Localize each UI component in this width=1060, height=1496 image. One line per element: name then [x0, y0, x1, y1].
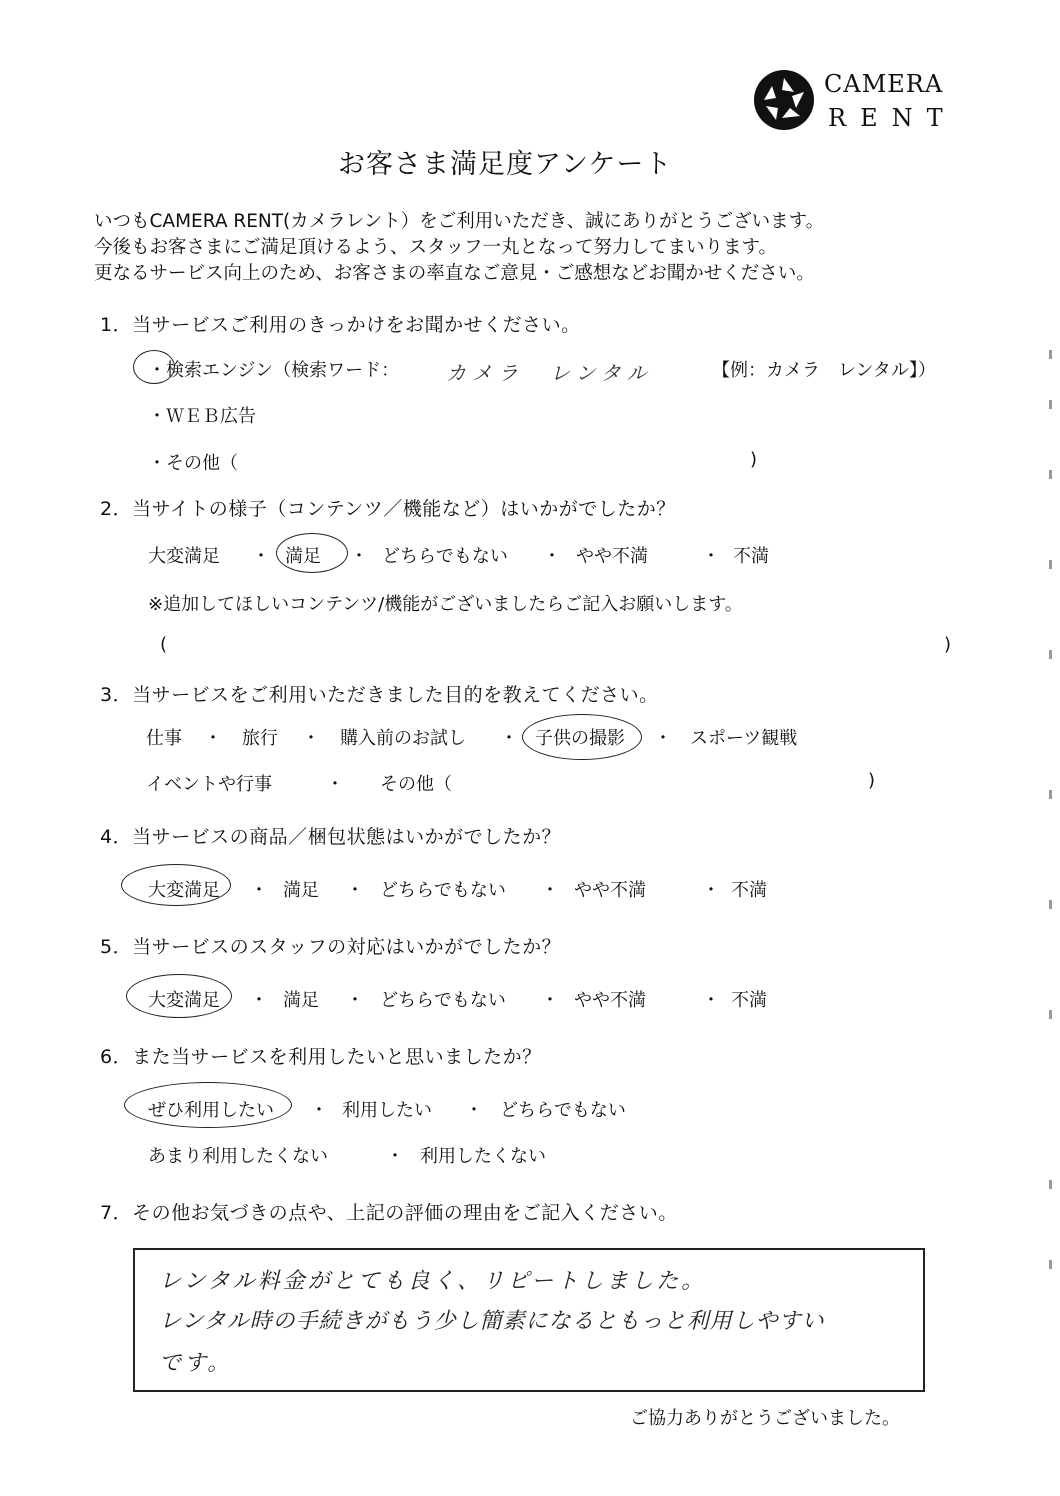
question-4: 4．当サービスの商品／梱包状態はいかがでしたか？	[100, 826, 562, 848]
q5-option[interactable]: 大変満足	[148, 990, 220, 1011]
q4-option[interactable]: 不満	[731, 880, 767, 901]
scan-edge-mark	[1049, 1010, 1052, 1019]
q5-sep: ・	[702, 990, 720, 1011]
scan-edge-mark	[1049, 560, 1052, 569]
logo-line-camera: CAMERA	[824, 70, 944, 98]
question-5: 5．当サービスのスタッフの対応はいかがでしたか？	[100, 936, 562, 958]
q6-option[interactable]: あまり利用したくない	[148, 1146, 328, 1167]
q5-option[interactable]: どちらでもない	[380, 990, 506, 1011]
q2-sep: ・	[702, 546, 720, 567]
q1-example: 【例：カメラ レンタル】）	[712, 360, 936, 381]
logo-line-rent: RENT	[828, 104, 957, 132]
q3-sep: ・	[302, 728, 320, 749]
q4-sep: ・	[541, 880, 559, 901]
comment-line-3: です。	[159, 1351, 233, 1376]
q3-option[interactable]: 旅行	[242, 728, 278, 749]
q5-sep: ・	[541, 990, 559, 1011]
q2-option[interactable]: 満足	[285, 546, 321, 567]
q1-option-search-engine[interactable]: ・検索エンジン（検索ワード：	[148, 360, 400, 381]
q4-option[interactable]: どちらでもない	[380, 880, 506, 901]
q6-sep: ・	[465, 1100, 483, 1121]
q5-option[interactable]: 不満	[731, 990, 767, 1011]
q2-option[interactable]: やや不満	[576, 546, 648, 567]
q3-option[interactable]: 子供の撮影	[535, 728, 625, 749]
q3-option[interactable]: イベントや行事	[146, 774, 272, 795]
scan-edge-mark	[1049, 900, 1052, 909]
q6-option[interactable]: 利用したくない	[420, 1146, 546, 1167]
q3-option[interactable]: その他（	[380, 774, 452, 795]
q6-option[interactable]: ぜひ利用したい	[148, 1100, 274, 1121]
comment-line-1: レンタル料金がとても良く、リピートしました。	[159, 1269, 707, 1294]
question-7: 7．その他お気づきの点や、上記の評価の理由をご記入ください。	[100, 1202, 678, 1224]
q6-option[interactable]: どちらでもない	[500, 1100, 626, 1121]
page-title: お客さま満足度アンケート	[338, 149, 673, 180]
intro-line-1: いつもCAMERA RENT(カメラレント）をご利用いただき、誠にありがとうございます。	[94, 211, 825, 232]
q3-sep: ・	[204, 728, 222, 749]
q3-sep: ・	[654, 728, 672, 749]
q2-sep: ・	[252, 546, 270, 567]
q2-note: ※追加してほしいコンテンツ/機能がございましたらご記入お願いします。	[148, 594, 743, 615]
q2-option[interactable]: 不満	[733, 546, 769, 567]
scan-edge-mark	[1049, 400, 1052, 409]
q2-note-open-paren: (	[160, 634, 168, 655]
question-1: 1．当サービスご利用のきっかけをお聞かせください。	[100, 314, 581, 336]
scan-edge-mark	[1049, 350, 1052, 359]
q4-option[interactable]: やや不満	[574, 880, 646, 901]
intro-line-2: 今後もお客さまにご満足頂けるよう、スタッフ一丸となって努力してまいります。	[94, 237, 778, 258]
camera-shutter-icon	[752, 68, 816, 132]
q5-sep: ・	[346, 990, 364, 1011]
q6-sep: ・	[386, 1146, 404, 1167]
footer-thanks: ご協力ありがとうございました。	[630, 1408, 900, 1429]
comment-box[interactable]	[133, 1248, 925, 1392]
q4-option[interactable]: 満足	[283, 880, 319, 901]
q2-option[interactable]: どちらでもない	[382, 546, 508, 567]
scan-edge-mark	[1049, 1260, 1052, 1269]
q4-sep: ・	[250, 880, 268, 901]
q3-option[interactable]: 購入前のお試し	[340, 728, 466, 749]
intro-line-3: 更なるサービス向上のため、お客さまの率直なご意見・ご感想などお聞かせください。	[94, 263, 815, 284]
scan-edge-mark	[1049, 470, 1052, 479]
scan-edge-mark	[1049, 790, 1052, 799]
q1-option-web-ad[interactable]: ・ＷＥＢ広告	[148, 406, 256, 427]
q2-note-close-paren: )	[944, 634, 952, 655]
question-6: 6．また当サービスを利用したいと思いましたか？	[100, 1046, 542, 1068]
q3-option[interactable]: 仕事	[146, 728, 182, 749]
scan-edge-mark	[1049, 1180, 1052, 1189]
q3-sep: ・	[500, 728, 518, 749]
q1-search-word-answer: カメラ レンタル	[446, 361, 653, 385]
q1-option-other[interactable]: ・その他（	[148, 453, 238, 474]
q3-other-close-paren: )	[868, 770, 876, 791]
q3-option[interactable]: スポーツ観戦	[690, 728, 798, 749]
q3-sep: ・	[326, 774, 344, 795]
q5-option[interactable]: 満足	[283, 990, 319, 1011]
q1-other-close-paren: )	[750, 449, 758, 470]
comment-line-2: レンタル時の手続きがもう少し簡素になるともっと利用しやすい	[159, 1309, 825, 1334]
q2-sep: ・	[350, 546, 368, 567]
q2-sep: ・	[543, 546, 561, 567]
q2-option[interactable]: 大変満足	[148, 546, 220, 567]
q5-sep: ・	[250, 990, 268, 1011]
q5-option[interactable]: やや不満	[574, 990, 646, 1011]
q4-option[interactable]: 大変満足	[148, 880, 220, 901]
q6-sep: ・	[310, 1100, 328, 1121]
scan-edge-mark	[1049, 650, 1052, 659]
question-2: 2．当サイトの様子（コンテンツ／機能など）はいかがでしたか？	[100, 498, 676, 520]
q4-sep: ・	[702, 880, 720, 901]
q4-sep: ・	[346, 880, 364, 901]
q6-option[interactable]: 利用したい	[342, 1100, 432, 1121]
question-3: 3．当サービスをご利用いただきました目的を教えてください。	[100, 684, 659, 706]
